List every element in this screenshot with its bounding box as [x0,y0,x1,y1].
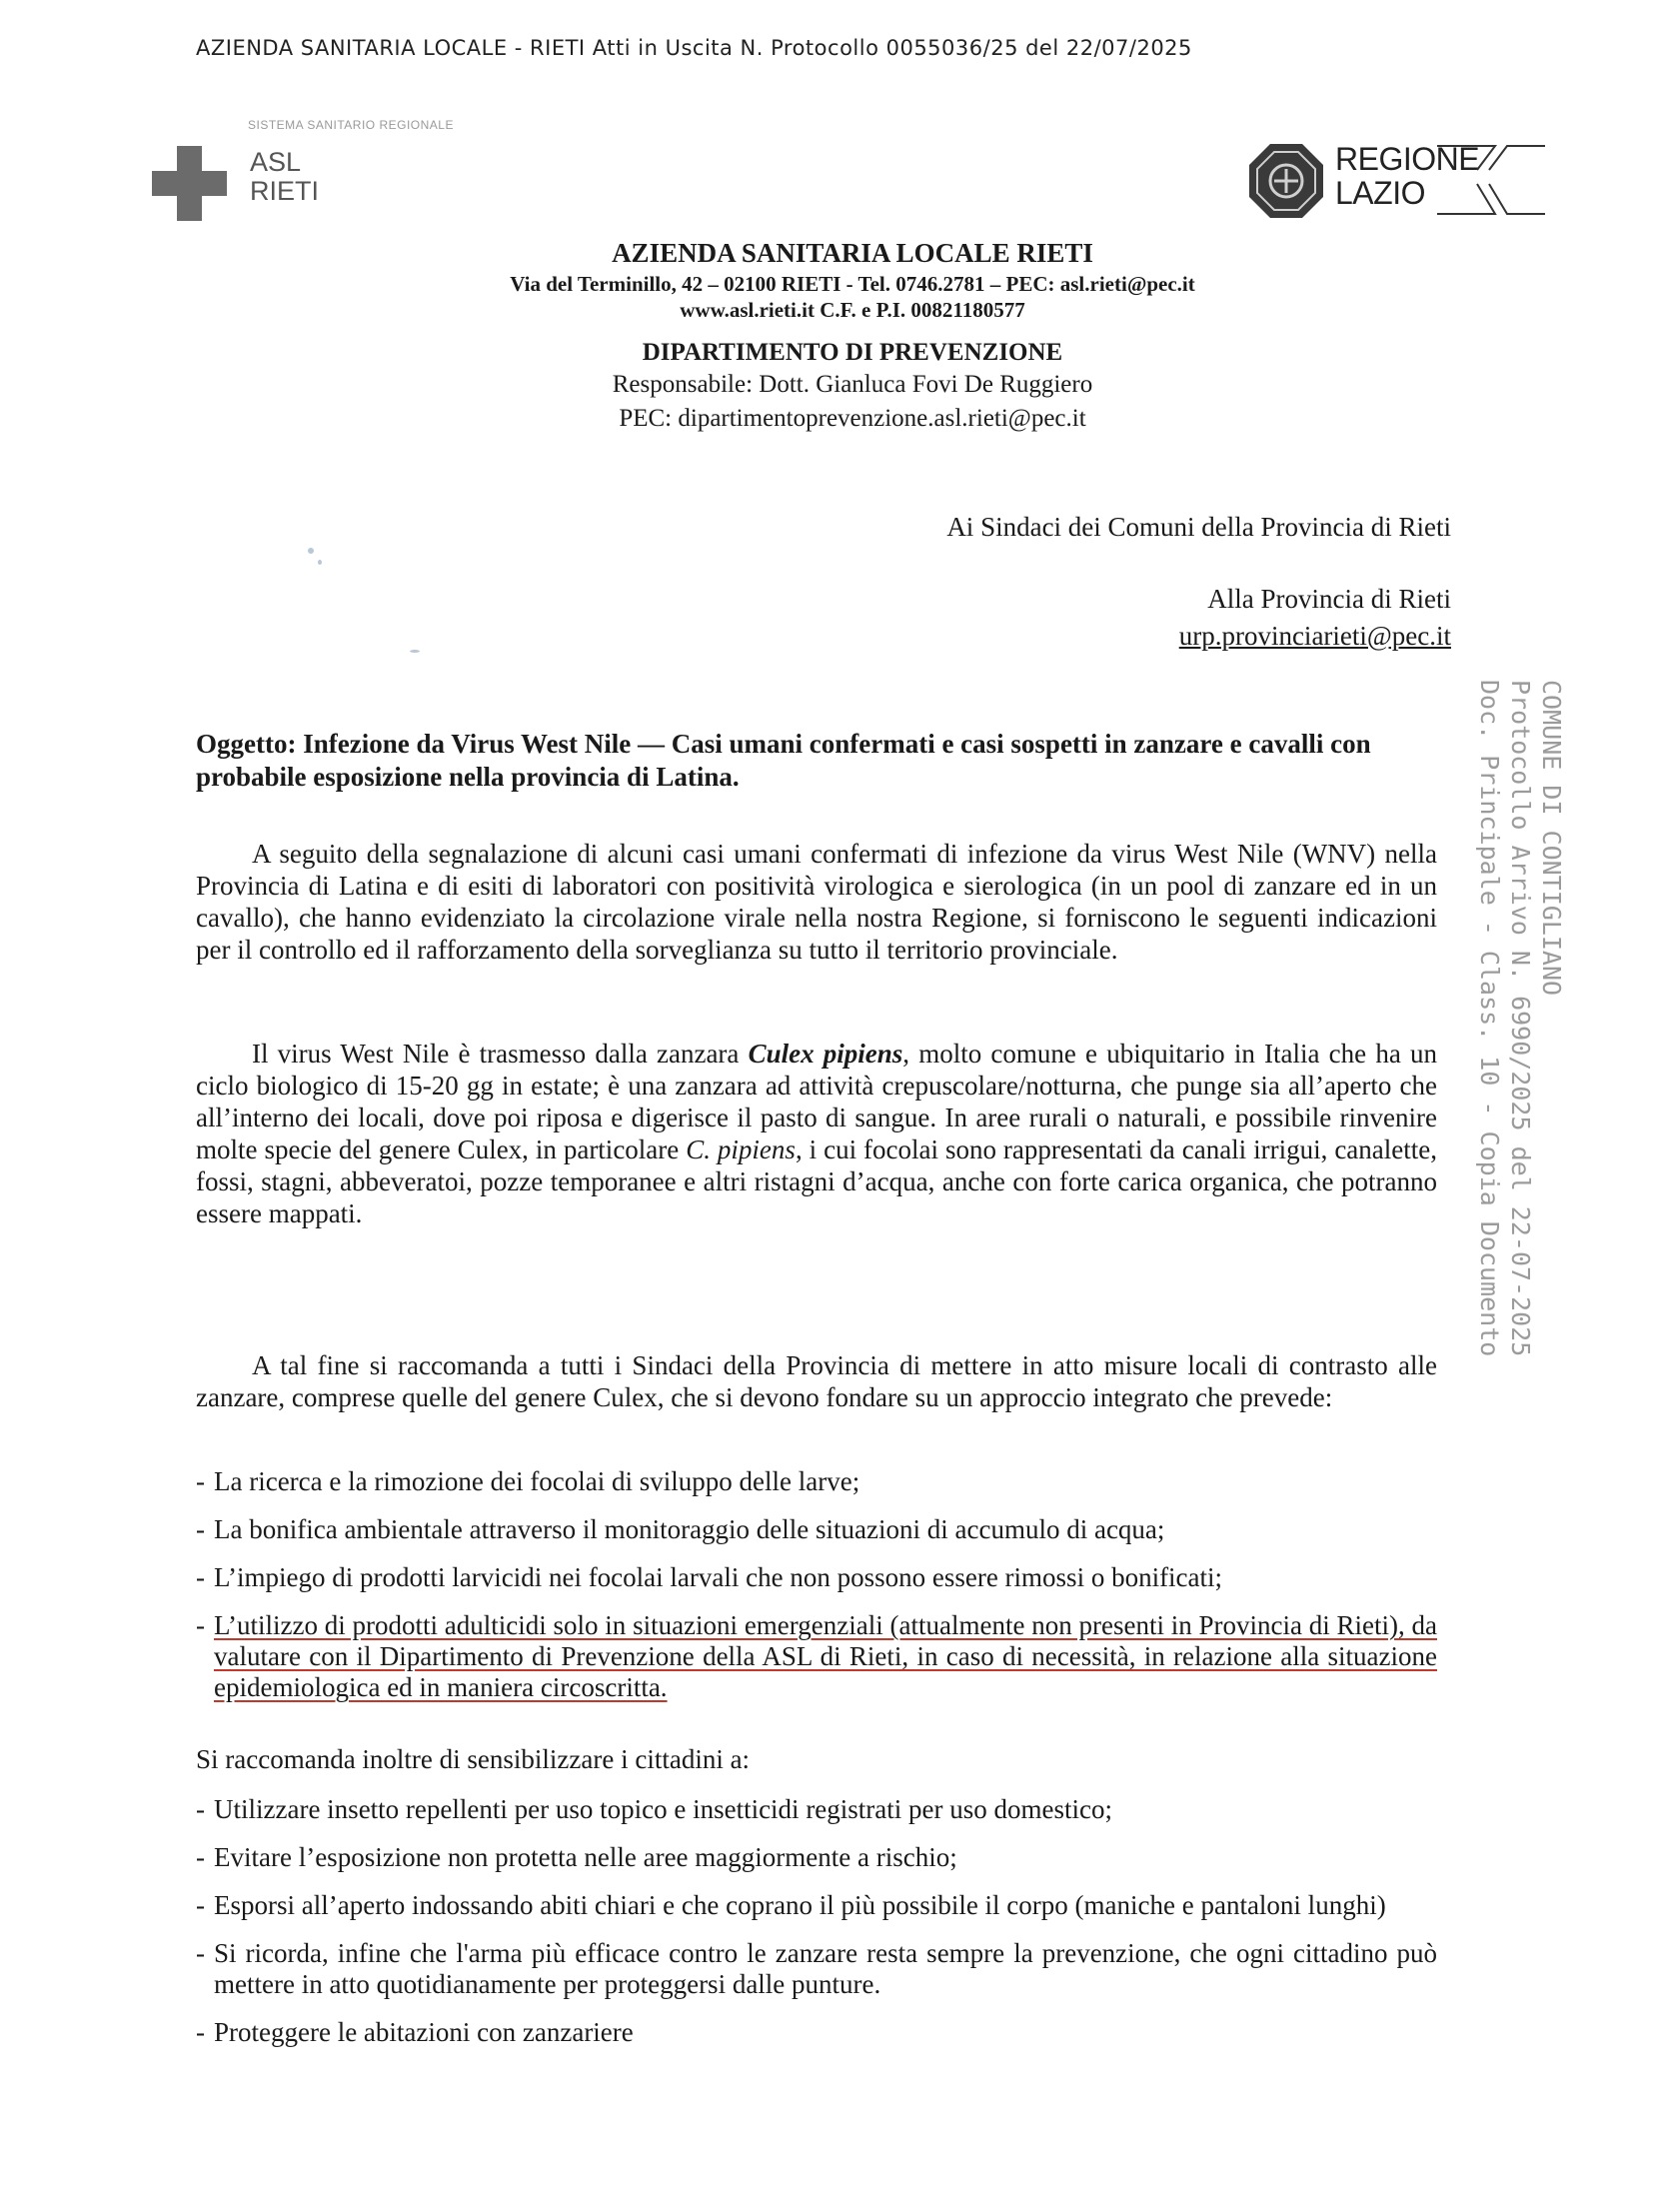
species-abbrev: C. pipiens [686,1134,796,1164]
paragraph-2-text-b: , molto comune e ubiquitario in Italia che ha un ciclo biologico di 15-20 gg in estate; è una zanzara ad attività crepuscolare/notturna, che punge sia all’aperto che all’interno dei locali, dove poi riposa e digerisce il pasto di sangue. In aree rurali o naturali, e possibile rinvenire molte specie del genere Culex, in particolare [196,1039,1437,1164]
stamp-line-2: Protocollo Arrivo N. 6990/2025 del 22-07-2025 [1506,680,1535,1357]
org-address: Via del Terminillo, 42 – 02100 RIETI - Tel. 0746.2781 – PEC: asl.rieti@pec.it [510,272,1195,296]
lazio-logo-line2: LAZIO [1335,175,1425,211]
asl-logo-line2: RIETI [250,176,320,206]
stamp-line-1: COMUNE DI CONTIGLIANO [1537,680,1566,997]
asl-rieti-logo [152,118,482,228]
org-name: AZIENDA SANITARIA LOCALE RIETI [612,238,1093,268]
protocol-stamp [1474,680,1567,1356]
subject: Oggetto: Infezione da Virus West Nile — Casi umani confermati e casi sospetti in zanzare e cavalli con probabile esposizione nella provincia di Latina. [196,729,1371,792]
species-name: Culex pipiens [748,1039,903,1069]
list-item: - La ricerca e la rimozione dei focolai di sviluppo delle larve; [196,1466,1437,1497]
asl-logo-text [250,148,319,206]
list-item: - Si ricorda, infine che l'arma più efficace contro le zanzare resta sempre la prevenzione, che ogni cittadino può mettere in atto quotidianamente per proteggersi dalle punture. [196,1938,1437,2000]
recipient-email[interactable]: urp.provinciarieti@pec.it [1178,621,1451,651]
advice-list [196,1794,1437,2065]
protocol-header: AZIENDA SANITARIA LOCALE - RIETI Atti in Uscita N. Protocollo 0055036/25 del 22/07/2025 [196,36,1192,60]
list-item: - Esporsi all’aperto indossando abiti chiari e che coprano il più possibile il corpo (maniche e pantaloni lunghi) [196,1890,1437,1921]
stamp-line-3: Doc. Principale - Class. 10 - Copia Documento [1475,680,1504,1357]
lazio-logo-decoration [1437,140,1547,220]
org-web-tax: www.asl.rieti.it C.F. e P.I. 00821180577 [680,298,1025,322]
list-item: - La bonifica ambientale attraverso il monitoraggio delle situazioni di accumulo di acqua; [196,1514,1437,1545]
paragraph-2-text-a: Il virus West Nile è trasmesso dalla zanzara [252,1039,749,1069]
asl-system-label: SISTEMA SANITARIO REGIONALE [248,118,454,132]
regione-lazio-logo [1247,136,1547,226]
lazio-logo-line1: REGIONE [1335,141,1480,177]
scan-mark [308,548,314,554]
list-item: - L’impiego di prodotti larvicidi nei focolai larvali che non possono essere rimossi o bonificati; [196,1562,1437,1593]
list-item: - Utilizzare insetto repellenti per uso topico e insetticidi registrati per uso domestico; [196,1794,1437,1825]
asl-logo-line1: ASL [250,147,302,177]
advice-intro: Si raccomanda inoltre di sensibilizzare i cittadini a: [196,1744,751,1774]
department-pec: PEC: dipartimentoprevenzione.asl.rieti@pec.it [619,405,1086,432]
list-item: - Proteggere le abitazioni con zanzariere [196,2017,1437,2048]
paragraph-2-text-c: , i cui focolai sono rappresentati da canali irrigui, canalette, fossi, stagni, abbeveratoi, pozze temporanee e altri ristagni d’acqua, anche con forte carica organica, che potranno essere mappati. [196,1134,1437,1228]
recipient-mayors: Ai Sindaci dei Comuni della Provincia di Rieti [946,512,1451,542]
lazio-seal-icon [1247,142,1325,220]
scan-mark [410,650,420,653]
list-item: - Evitare l’esposizione non protetta nelle aree maggiormente a rischio; [196,1842,1437,1873]
department-responsible: Responsabile: Dott. Gianluca Fovi De Ruggiero [612,371,1093,398]
department-name: DIPARTIMENTO DI PREVENZIONE [642,339,1063,366]
cross-icon [152,146,227,221]
scan-mark [318,560,322,565]
recipient-province: Alla Provincia di Rieti [1207,584,1451,614]
list-item: - L’utilizzo di prodotti adulticidi solo in situazioni emergenziali (attualmente non presenti in Provincia di Rieti), da valutare con il Dipartimento di Prevenzione della ASL di Rieti, in caso di necessità, in relazione alla situazione epidemiologica ed in maniera circoscritta. [196,1610,1437,1703]
paragraph-3: A tal fine si raccomanda a tutti i Sindaci della Provincia di mettere in atto misure locali di contrasto alle zanzare, comprese quelle del genere Culex, che si devono fondare su un approccio integrato che prevede: [196,1350,1437,1412]
measures-list [196,1466,1437,1720]
paragraph-2 [196,1038,1437,1229]
paragraph-1: A seguito della segnalazione di alcuni casi umani confermati di infezione da virus West Nile (WNV) nella Provincia di Latina e di esiti di laboratori con positività virologica e sierologica (in un pool di zanzare ed in un cavallo), che hanno evidenziato la circolazione virale nella nostra Regione, si forniscono le seguenti indicazioni per il controllo ed il rafforzamento della sorveglianza su tutto il territorio provinciale. [196,839,1437,965]
